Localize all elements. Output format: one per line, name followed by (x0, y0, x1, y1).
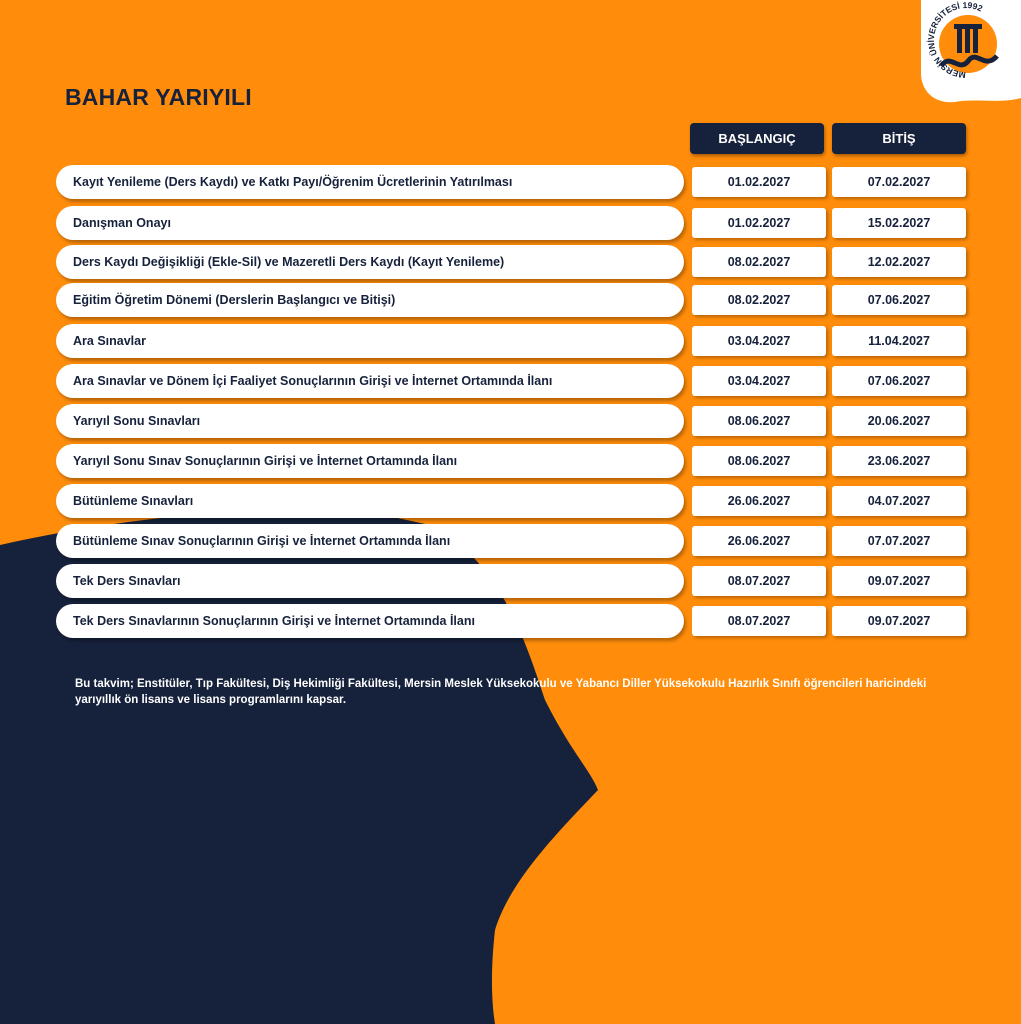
calendar-row (0, 165, 1021, 199)
event-label: Yarıyıl Sonu Sınavları (56, 404, 684, 438)
event-label: Bütünleme Sınavları (56, 484, 684, 518)
event-label: Ara Sınavlar (56, 324, 684, 358)
start-date: 08.02.2027 (692, 247, 826, 277)
column-header-end: BİTİŞ (832, 123, 966, 154)
start-date: 01.02.2027 (692, 208, 826, 238)
end-date: 07.07.2027 (832, 526, 966, 556)
calendar-row (0, 364, 1021, 398)
footnote: Bu takvim; Enstitüler, Tıp Fakültesi, Diş Hekimliği Fakültesi, Mersin Meslek Yüksekokulu ve Yabancı Diller Yüksekokulu Hazırlık Sınıfı öğrencileri haricindeki yarıyıllık ön lisans ve lisans programlarını kapsar. (75, 678, 927, 706)
calendar-row (0, 324, 1021, 358)
start-date: 08.06.2027 (692, 446, 826, 476)
start-date: 01.02.2027 (692, 167, 826, 197)
calendar-row (0, 245, 1021, 279)
calendar-row (0, 444, 1021, 478)
event-label: Ders Kaydı Değişikliği (Ekle-Sil) ve Mazeretli Ders Kaydı (Kayıt Yenileme) (56, 245, 684, 279)
start-date: 08.02.2027 (692, 285, 826, 315)
calendar-row (0, 564, 1021, 598)
end-date: 07.02.2027 (832, 167, 966, 197)
calendar-row (0, 484, 1021, 518)
start-date: 08.06.2027 (692, 406, 826, 436)
event-label: Danışman Onayı (56, 206, 684, 240)
event-label: Eğitim Öğretim Dönemi (Derslerin Başlangıcı ve Bitişi) (56, 283, 684, 317)
start-date: 08.07.2027 (692, 606, 826, 636)
end-date: 23.06.2027 (832, 446, 966, 476)
end-date: 12.02.2027 (832, 247, 966, 277)
start-date: 03.04.2027 (692, 366, 826, 396)
end-date: 04.07.2027 (832, 486, 966, 516)
end-date: 20.06.2027 (832, 406, 966, 436)
end-date: 07.06.2027 (832, 366, 966, 396)
column-header-start: BAŞLANGIÇ (690, 123, 824, 154)
event-label: Yarıyıl Sonu Sınav Sonuçlarının Girişi ve İnternet Ortamında İlanı (56, 444, 684, 478)
calendar-row (0, 604, 1021, 638)
calendar-row (0, 524, 1021, 558)
start-date: 26.06.2027 (692, 526, 826, 556)
start-date: 03.04.2027 (692, 326, 826, 356)
event-label: Tek Ders Sınavlarının Sonuçlarının Girişi ve İnternet Ortamında İlanı (56, 604, 684, 638)
start-date: 08.07.2027 (692, 566, 826, 596)
end-date: 15.02.2027 (832, 208, 966, 238)
end-date: 07.06.2027 (832, 285, 966, 315)
event-label: Kayıt Yenileme (Ders Kaydı) ve Katkı Payı/Öğrenim Ücretlerinin Yatırılması (56, 165, 684, 199)
event-label: Ara Sınavlar ve Dönem İçi Faaliyet Sonuçlarının Girişi ve İnternet Ortamında İlanı (56, 364, 684, 398)
end-date: 09.07.2027 (832, 566, 966, 596)
event-label: Bütünleme Sınav Sonuçlarının Girişi ve İnternet Ortamında İlanı (56, 524, 684, 558)
start-date: 26.06.2027 (692, 486, 826, 516)
page-title: BAHAR YARIYILI (65, 84, 252, 110)
calendar-row (0, 404, 1021, 438)
event-label: Tek Ders Sınavları (56, 564, 684, 598)
calendar-row (0, 206, 1021, 240)
end-date: 11.04.2027 (832, 326, 966, 356)
end-date: 09.07.2027 (832, 606, 966, 636)
svg-text:MERSİN ÜNİVERSİTESİ 1992: MERSİN ÜNİVERSİTESİ 1992 (925, 0, 985, 81)
calendar-row (0, 283, 1021, 317)
